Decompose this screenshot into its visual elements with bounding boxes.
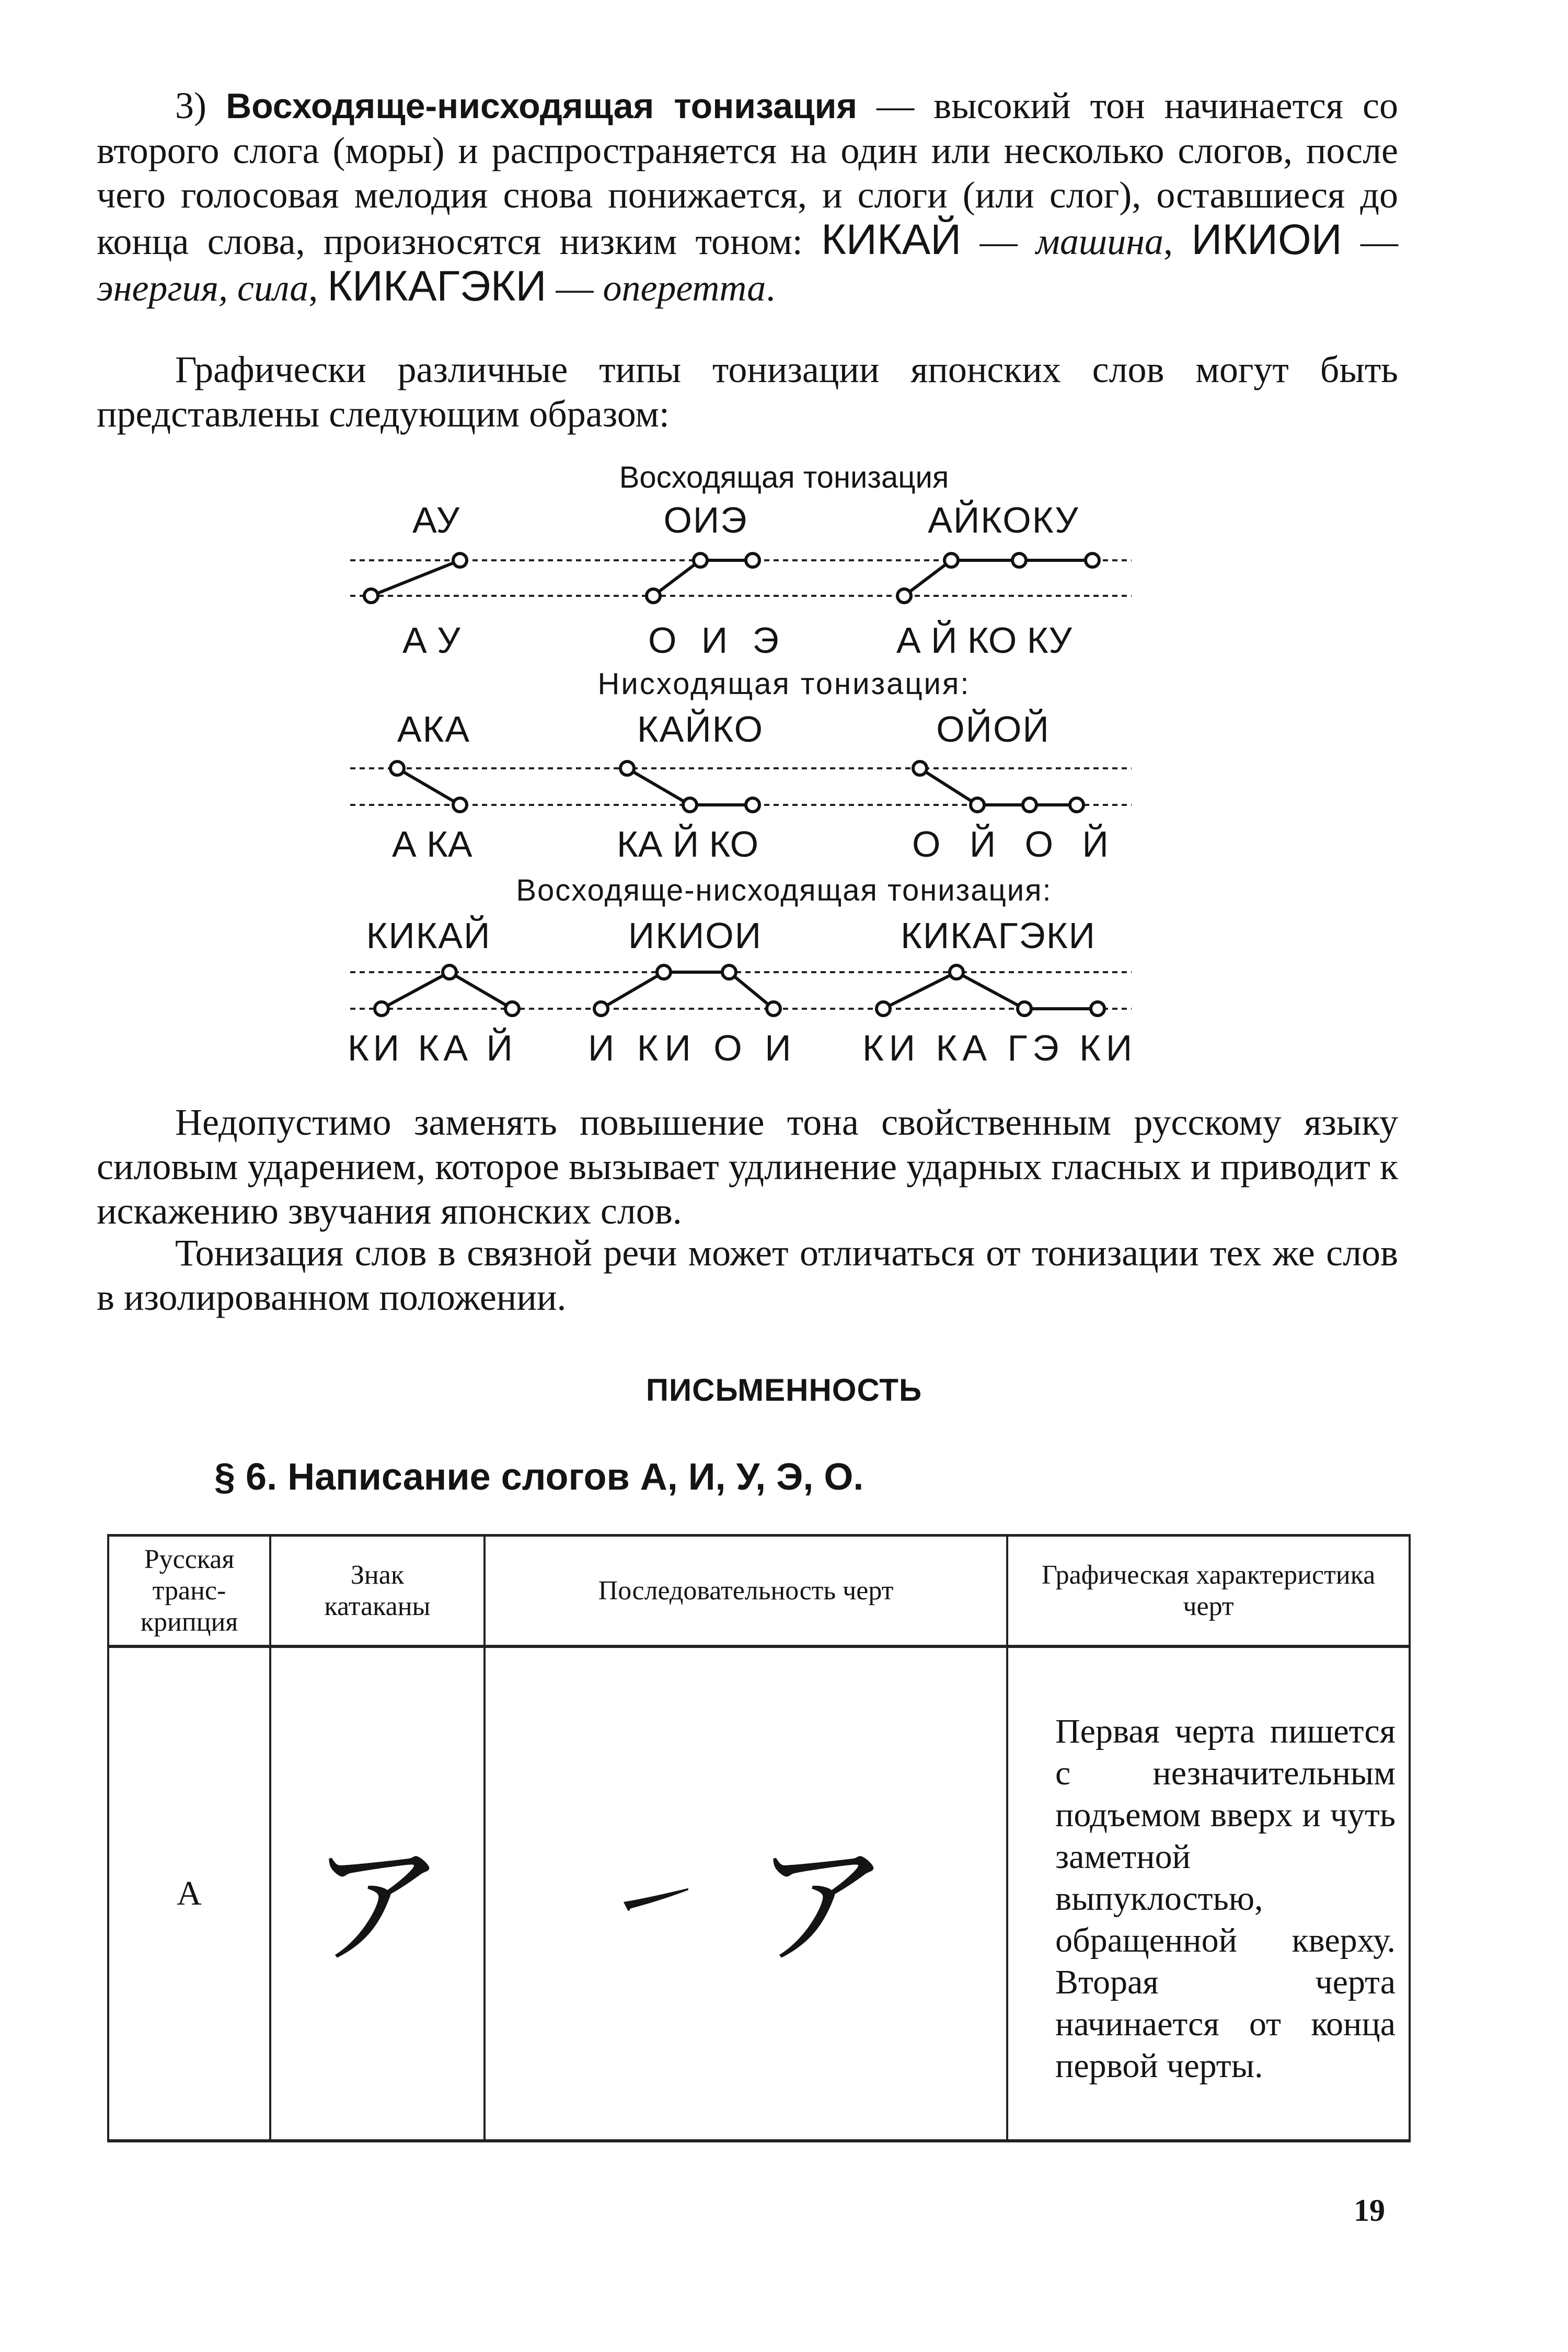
risefall-syllables-3: КИ КА ГЭ КИ: [862, 1028, 1138, 1068]
header-stroke-order: Последовательность черт: [485, 1536, 1007, 1647]
rising-syllables-3: А Й КО КУ: [896, 620, 1072, 661]
falling-word-3: ОЙОЙ: [936, 709, 1050, 750]
paragraph-text: — высокий тон начинается со второго слога (моры) и распространяется на один или несколько слогов, после чего голосовая мелодия снова понижается, и слоги (или слог), оставшиеся до конца слова, произносятся низким тоном:: [97, 85, 1399, 262]
kana-cell: [270, 1646, 485, 2141]
rising-word-3: АЙКОКУ: [928, 500, 1079, 540]
paragraph-stress-warning: Недопустимо заменять повышение тона свойственным русскому языку силовым ударением, которое вызывает удлинение ударных гласных и приводит к искажению звучания японских слов.: [97, 1101, 1398, 1232]
rising-syllables-2: О И Э: [648, 620, 786, 661]
stroke-one-glyph: ㇀: [602, 1841, 707, 1964]
falling-syllables-1: А КА: [392, 824, 472, 864]
paragraph-connected-speech: Тонизация слов в связной речи может отличаться от тонизации тех же слов в изолированном положении.: [97, 1232, 1398, 1318]
header-stroke-description: Графическая характеристика черт: [1007, 1536, 1410, 1647]
stroke-order-cell: [485, 1646, 1007, 2141]
risefall-syllables-2: И КИ О И: [588, 1028, 798, 1068]
example-word-1: КИКАЙ: [821, 216, 962, 263]
falling-word-1: АКА: [397, 709, 471, 750]
header-katakana-sign: Знак катаканы: [270, 1536, 485, 1647]
rising-tone-diagram: [0, 544, 1568, 612]
term-rise-fall-tonization: Восходяще-нисходящая тонизация: [226, 86, 858, 126]
falling-word-2: КАЙКО: [637, 709, 764, 750]
risefall-word-2: ИКИОИ: [628, 915, 763, 956]
rising-syllables-1: А У: [402, 620, 460, 661]
rising-word-2: ОИЭ: [663, 500, 748, 540]
stroke-two-glyph: ア: [754, 1826, 890, 1985]
item-number: 3): [175, 85, 206, 126]
falling-title: Нисходящая тонизация:: [597, 667, 971, 701]
paragraph-rise-fall: 3) Восходяще-нисходящая тонизация — высокий тон начинается со второго слога (моры) и распространяется на один или несколько слогов, после чего голосовая мелодия снова понижается, и слоги (или слог), оставшиеся до конца слова, произносятся низким тоном: КИКАЙ — машина, ИКИОИ — энергия, сила, КИКАГЭКИ — оперетта.: [97, 85, 1399, 310]
risefall-title: Восходяще-нисходящая тонизация:: [516, 873, 1052, 907]
table-row: [108, 1646, 1410, 2141]
rising-word-1: АУ: [412, 500, 461, 540]
page-number: 19: [1354, 2193, 1385, 2228]
example-word-3: КИКАГЭКИ: [327, 262, 547, 310]
falling-syllables-2: КА Й КО: [617, 824, 759, 864]
risefall-syllables-1: КИ КА Й: [348, 1028, 517, 1068]
paragraph-graphic-intro: Графически различные типы тонизации японских слов могут быть представлены следующим образом:: [97, 349, 1398, 435]
risefall-word-3: КИКАГЭКИ: [901, 915, 1096, 956]
header-transcription: Русская транс-крипция: [108, 1536, 270, 1647]
falling-tone-diagram: [0, 753, 1568, 821]
romanization-cell: А: [108, 1646, 270, 2141]
risefall-tone-diagram: [0, 956, 1568, 1024]
example-word-2: ИКИОИ: [1191, 216, 1342, 263]
risefall-word-1: КИКАЙ: [366, 915, 491, 956]
example-meaning-3: оперетта: [603, 267, 766, 309]
katakana-table: [107, 1534, 1411, 2142]
heading-writing: ПИСЬМЕННОСТЬ: [645, 1373, 923, 1408]
example-meaning-2: энергия, сила: [97, 267, 309, 309]
table-header-row: [108, 1536, 1410, 1647]
falling-syllables-3: О Й О Й: [912, 824, 1118, 864]
rising-title: Восходящая тонизация: [619, 460, 949, 494]
section-title: § 6. Написание слогов А, И, У, Э, О.: [214, 1456, 864, 1498]
katakana-a-glyph: ア: [309, 1826, 445, 1985]
stroke-description-cell: Первая черта пишется с незначительным подъемом вверх и чуть заметной выпуклостью, обращенной кверху. Вторая черта начинается от конца первой черты.: [1007, 1646, 1410, 2141]
example-meaning-1: машина: [1035, 221, 1163, 262]
